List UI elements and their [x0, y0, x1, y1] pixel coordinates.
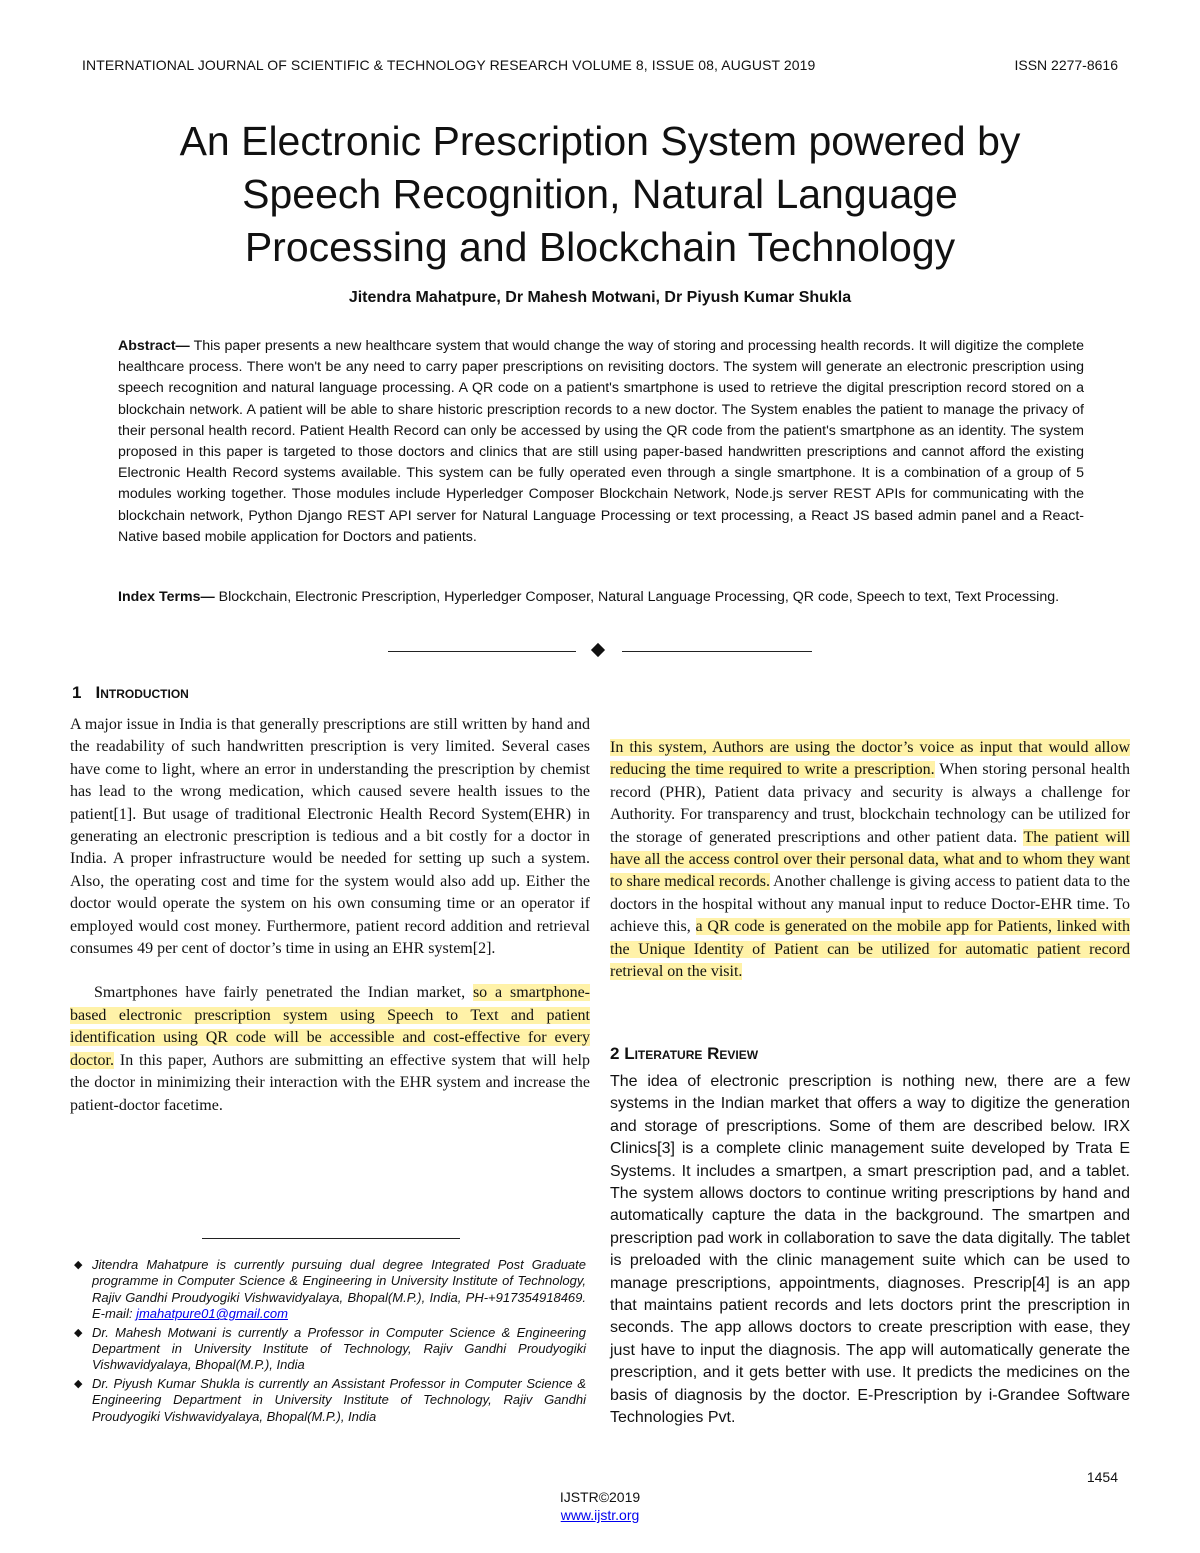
footer-website — [0, 1507, 1200, 1523]
paper-title — [80, 115, 1120, 274]
issn-label: ISSN 2277-8616 — [1014, 57, 1118, 73]
bullet-icon: ◆ — [74, 1259, 83, 1271]
author-footnotes — [70, 1257, 586, 1427]
section-title: Literature Review — [624, 1044, 759, 1063]
footnote-rule — [202, 1238, 460, 1239]
footnote — [70, 1376, 586, 1425]
abstract-label: Abstract— — [118, 338, 190, 354]
diamond-icon — [591, 643, 605, 657]
author-list: Jitendra Mahatpure, Dr Mahesh Motwani, Dr Piyush Kumar Shukla — [348, 289, 852, 306]
section-separator — [388, 641, 812, 661]
index-terms — [118, 587, 1084, 608]
introduction-left-column — [70, 714, 590, 1117]
title-line: An Electronic Prescription System powered by — [179, 118, 1021, 164]
index-terms-text: Blockchain, Electronic Prescription, Hyperledger Composer, Natural Language Processing, QR code, Speech to text, Text Processing. — [214, 589, 1060, 605]
highlighted-text: The patient will have all the access control over their personal data, what and to whom they want to share medical records. — [610, 828, 1130, 891]
footnote — [70, 1325, 586, 1374]
highlighted-text: so a smartphone-based electronic prescription system using Speech to Text and patient identification using QR code will be accessible and cost-effective for every doctor. — [70, 984, 590, 1069]
text-run: Smartphones have fairly penetrated the Indian market, — [94, 984, 473, 1002]
email-link[interactable]: jmahatpure01@gmail.com — [136, 1306, 288, 1322]
separator-line — [622, 651, 812, 652]
separator-line — [388, 651, 576, 652]
page-number: 1454 — [1086, 1469, 1118, 1485]
highlighted-text: a QR code is generated on the mobile app for Patients, linked with the Unique Identity of Patient can be utilized for automatic patient record retrieval on the visit. — [610, 918, 1130, 981]
text-run: Another challenge is giving access to patient data to the doctors in the hospital without any manual input to reduce Doctor-EHR time. To achieve this, — [610, 873, 1131, 936]
abstract — [118, 336, 1084, 548]
footer-brand: IJSTR©2019 — [559, 1489, 641, 1505]
section-heading-introduction — [72, 683, 189, 703]
literature-review-text: The idea of electronic prescription is nothing new, there are a few systems in the Indian market that offers a way to digitize the generation and storage of prescriptions. Some of them are described below. IRX Clinics[3] is a complete clinic management suite developed by Trata E Systems. It includes a smartpen, a smart prescription pad, and a tablet. The system allows doctors to continue writing prescriptions by hand and automatically capture the data in the background. The smartpen and prescription pad work in collaboration to save the data digitally. The tablet is preloaded with the clinic management suite which can be used to manage prescriptions, appointments, diagnoses. Prescrip[4] is an app that maintains patient records and lets doctors print the prescription in seconds. The app allows doctors to create prescription with ease, they just have to input the diagnosis. The app will automatically generate the prescription, and it gets better with use. It predicts the medicines on the basis of diagnosis by the doctor. E-Prescription by i-Grandee Software Technologies Pvt. — [610, 1073, 1130, 1427]
section-heading-literature-review — [610, 1044, 758, 1064]
section-number: 1 — [72, 683, 82, 702]
text-run: In this paper, Authors are submitting an effective system that will help the doctor in minimizing their interaction with the EHR system and increase the patient-doctor facetime. — [70, 1051, 590, 1114]
website-link[interactable]: www.ijstr.org — [560, 1507, 640, 1523]
title-line: Speech Recognition, Natural Language — [242, 171, 958, 217]
footnote-text: Dr. Piyush Kumar Shukla is currently an Assistant Professor in Computer Science & Engineering Department in University Institute of Technology, Rajiv Gandhi Proudyogiki Vishwavidyalaya, Bhopal(M.P.), India — [92, 1375, 586, 1424]
journal-header: INTERNATIONAL JOURNAL OF SCIENTIFIC & TECHNOLOGY RESEARCH VOLUME 8, ISSUE 08, AUGUST 2019 — [82, 57, 816, 73]
paragraph — [70, 982, 590, 1116]
section-title: Introduction — [95, 683, 189, 702]
introduction-right-column — [610, 737, 1130, 983]
abstract-text: This paper presents a new healthcare system that would change the way of storing and processing health records. It will digitize the complete healthcare process. There won't be any need to carry paper prescriptions on revisiting doctors. The system will generate an electronic prescription using speech recognition and natural language processing. A QR code on a patient's smartphone is used to retrieve the digital prescription record stored on a blockchain network. A patient will be able to share historic prescription records to a new doctor. The System enables the patient to manage the privacy of their personal health record. Patient Health Record can only be accessed by using the QR code from the patient's smartphone as an identity. The system proposed in this paper is targeted to those doctors and clinics that are still using paper-based handwritten prescriptions and cannot afford the existing Electronic Health Record systems available. This system can be fully operated even through a single smartphone. It is a combination of a group of 5 modules working together. Those modules include Hyperledger Composer Blockchain Network, Node.js server REST APIs for communicating with the blockchain network, Python Django REST API server for Natural Language Processing or text processing, a React JS based admin panel and a React-Native based mobile application for Doctors and patients. — [118, 338, 1084, 545]
footnote-text: Dr. Mahesh Motwani is currently a Professor in Computer Science & Engineering Department in University Institute of Technology, Rajiv Gandhi Proudyogiki Vishwavidyalaya, Bhopal(M.P.), India — [92, 1324, 586, 1373]
highlighted-text: In this system, Authors are using the doctor’s voice as input that would allow reducing the time required to write a prescription. — [610, 739, 1130, 779]
paragraph: A major issue in India is that generally prescriptions are still written by hand and the readability of such handwritten prescription is very limited. Several cases have come to light, where an error in understanding the prescription by chemist has lead to the wrong medication, which caused severe health issues to the patient[1]. But usage of traditional Electronic Health Record System(EHR) in generating an electronic prescription is tedious and a bit costly for a doctor in India. A proper infrastructure would be needed for setting up such a system. Also, the operating cost and time for the system would also add up. Either the doctor would operate the system on his own consuming time or an operator if employed would cost money. Furthermore, patient record addition and retrieval consumes 49 per cent of doctor’s time in using an EHR system[2]. — [70, 716, 590, 958]
section-number: 2 — [610, 1044, 620, 1063]
footnote — [70, 1257, 586, 1323]
bullet-icon: ◆ — [74, 1377, 83, 1390]
paragraph — [610, 737, 1130, 983]
text-run: When storing personal health record (PHR), Patient data privacy and security is always a challenge for Authority. For transparency and trust, blockchain technology can be utilized for the storage of generated prescriptions and other patient data. — [610, 761, 1131, 846]
title-line: Processing and Blockchain Technology — [244, 224, 956, 270]
footnote-text: Jitendra Mahatpure is currently pursuing dual degree Integrated Post Graduate programme in Computer Science & Engineering in University Institute of Technology, Rajiv Gandhi Proudyogiki Vishwavidyalaya, Bhopal(M.P.), India, PH-+917354918469. E-mail: — [92, 1257, 586, 1322]
bullet-icon: ◆ — [74, 1326, 83, 1339]
index-terms-label: Index Terms— — [118, 589, 215, 605]
